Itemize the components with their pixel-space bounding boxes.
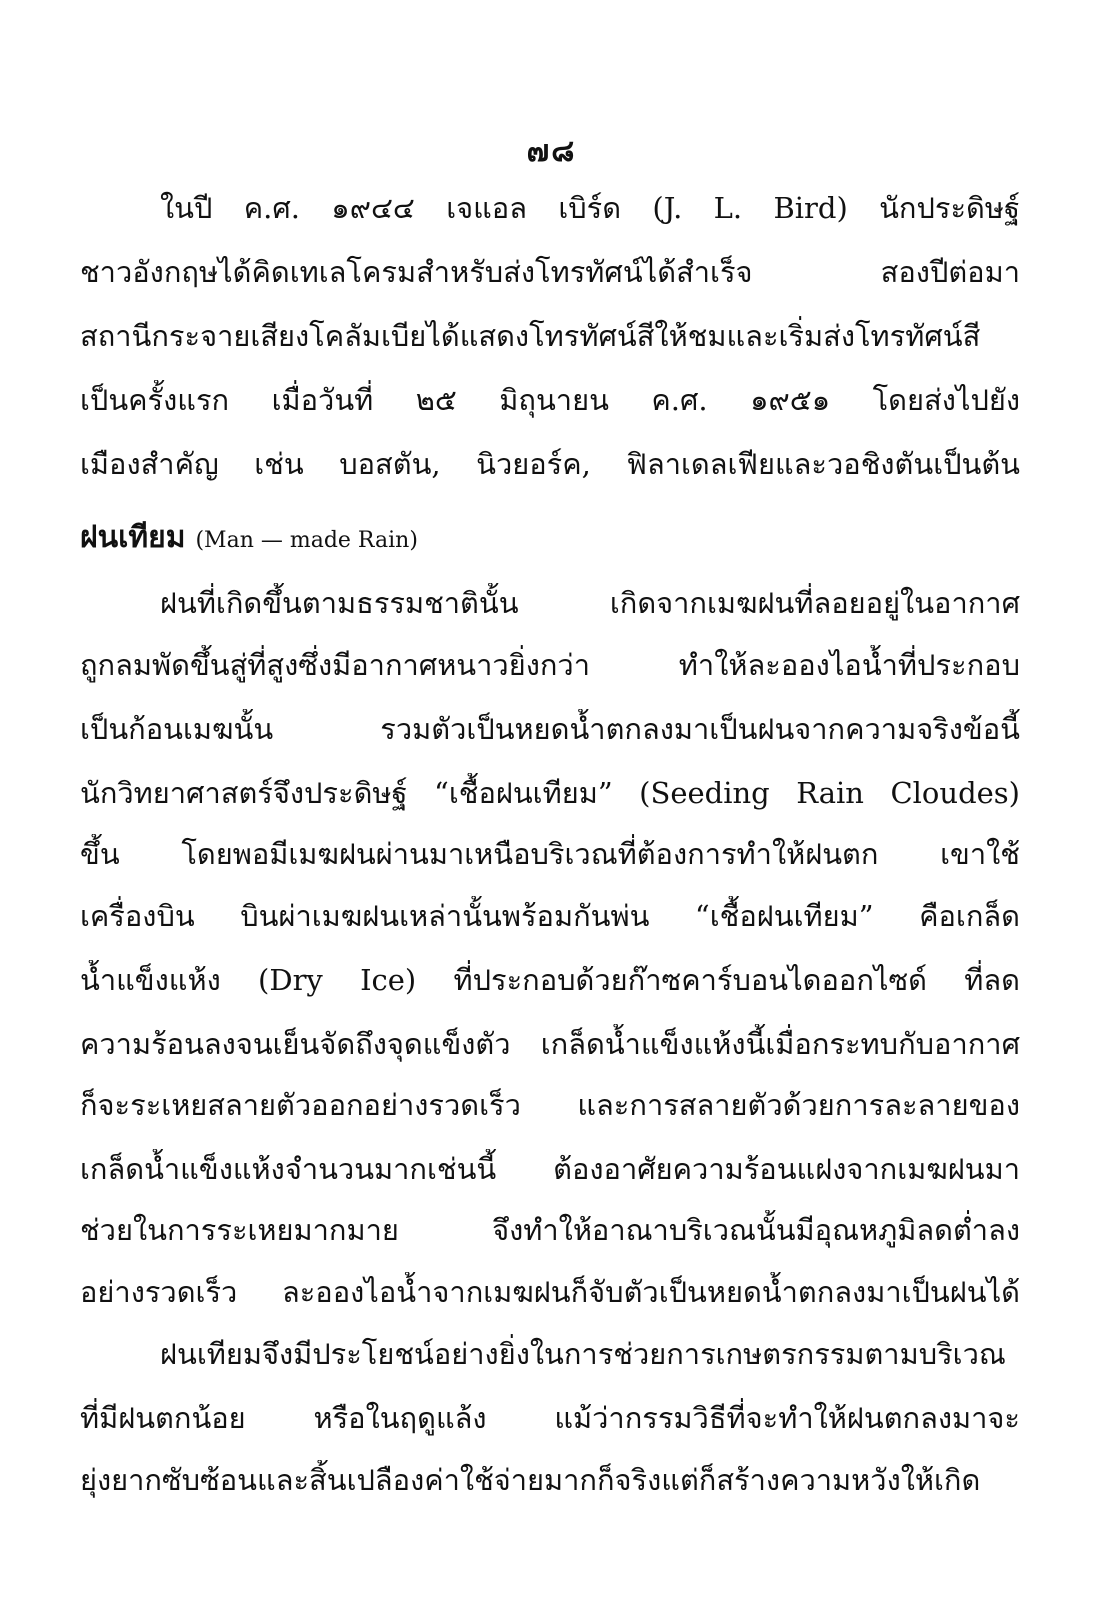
paragraph-line: ในปี ค.ศ. ๑๙๔๔ เจแอล เบิร์ด (J. L. Bird) นักประดิษฐ์	[160, 191, 1020, 225]
paragraph-line: สถานีกระจายเสียงโคลัมเบียได้แสดงโทรทัศน์สีให้ชมและเริ่มส่งโทรทัศน์สี	[80, 319, 981, 353]
section-heading-english: (Man — made Rain)	[195, 528, 418, 553]
section-heading	[80, 518, 418, 561]
paragraph-line: ความร้อนลงจนเย็นจัดถึงจุดแข็งตัว เกล็ดน้ำแข็งแห้งนี้เมื่อกระทบกับอากาศ	[80, 1027, 1020, 1061]
paragraph-line: ฝนที่เกิดขึ้นตามธรรมชาตินั้น เกิดจากเมฆฝนที่ลอยอยู่ในอากาศ	[160, 586, 1020, 620]
paragraph-line: เป็นครั้งแรก เมื่อวันที่ ๒๕ มิถุนายน ค.ศ. ๑๙๕๑ โดยส่งไปยัง	[80, 383, 1020, 417]
paragraph-line: ขึ้น โดยพอมีเมฆฝนผ่านมาเหนือบริเวณที่ต้องการทำให้ฝนตก เขาใช้	[80, 837, 1020, 871]
section-heading-thai: ฝนเทียม	[80, 520, 186, 555]
paragraph-line: ชาวอังกฤษได้คิดเทเลโครมสำหรับส่งโทรทัศน์ได้สำเร็จ สองปีต่อมา	[80, 255, 1020, 289]
page-number: ๗๘	[526, 134, 577, 169]
paragraph-line: น้ำแข็งแห้ง (Dry Ice) ที่ประกอบด้วยก๊าซคาร์บอนไดออกไซด์ ที่ลด	[80, 963, 1020, 997]
paragraph-line: ถูกลมพัดขึ้นสู่ที่สูงซึ่งมีอากาศหนาวยิ่งกว่า ทำให้ละอองไอน้ำที่ประกอบ	[80, 648, 1020, 682]
paragraph-line: เกล็ดน้ำแข็งแห้งจำนวนมากเช่นนี้ ต้องอาศัยความร้อนแฝงจากเมฆฝนมา	[80, 1152, 1020, 1186]
paragraph-line: เป็นก้อนเมฆนั้น รวมตัวเป็นหยดน้ำตกลงมาเป็นฝนจากความจริงข้อนี้	[80, 712, 1020, 746]
paragraph-line: ที่มีฝนตกน้อย หรือในฤดูแล้ง แม้ว่ากรรมวิธีที่จะทำให้ฝนตกลงมาจะ	[80, 1401, 1020, 1435]
paragraph-line: นักวิทยาศาสตร์จึงประดิษฐ์ “เชื้อฝนเทียม” (Seeding Rain Cloudes)	[80, 776, 1020, 810]
paragraph-line: อย่างรวดเร็ว ละอองไอน้ำจากเมฆฝนก็จับตัวเป็นหยดน้ำตกลงมาเป็นฝนได้	[80, 1275, 1020, 1309]
paragraph-line: ก็จะระเหยสลายตัวออกอย่างรวดเร็ว และการสลายตัวด้วยการละลายของ	[80, 1088, 1020, 1122]
paragraph-line: เมืองสำคัญ เช่น บอสตัน, นิวยอร์ค, ฟิลาเดลเฟียและวอชิงตันเป็นต้น	[80, 447, 1020, 481]
paragraph-line: ช่วยในการระเหยมากมาย จึงทำให้อาณาบริเวณนั้นมีอุณหภูมิลดต่ำลง	[80, 1213, 1020, 1247]
paragraph-line: เครื่องบิน บินผ่าเมฆฝนเหล่านั้นพร้อมกันพ่น “เชื้อฝนเทียม” คือเกล็ด	[80, 899, 1020, 933]
paragraph-line: ยุ่งยากซับซ้อนและสิ้นเปลืองค่าใช้จ่ายมากก็จริงแต่ก็สร้างความหวังให้เกิด	[80, 1463, 981, 1497]
paragraph-line: ฝนเทียมจึงมีประโยชน์อย่างยิ่งในการช่วยการเกษตรกรรมตามบริเวณ	[160, 1337, 1006, 1371]
